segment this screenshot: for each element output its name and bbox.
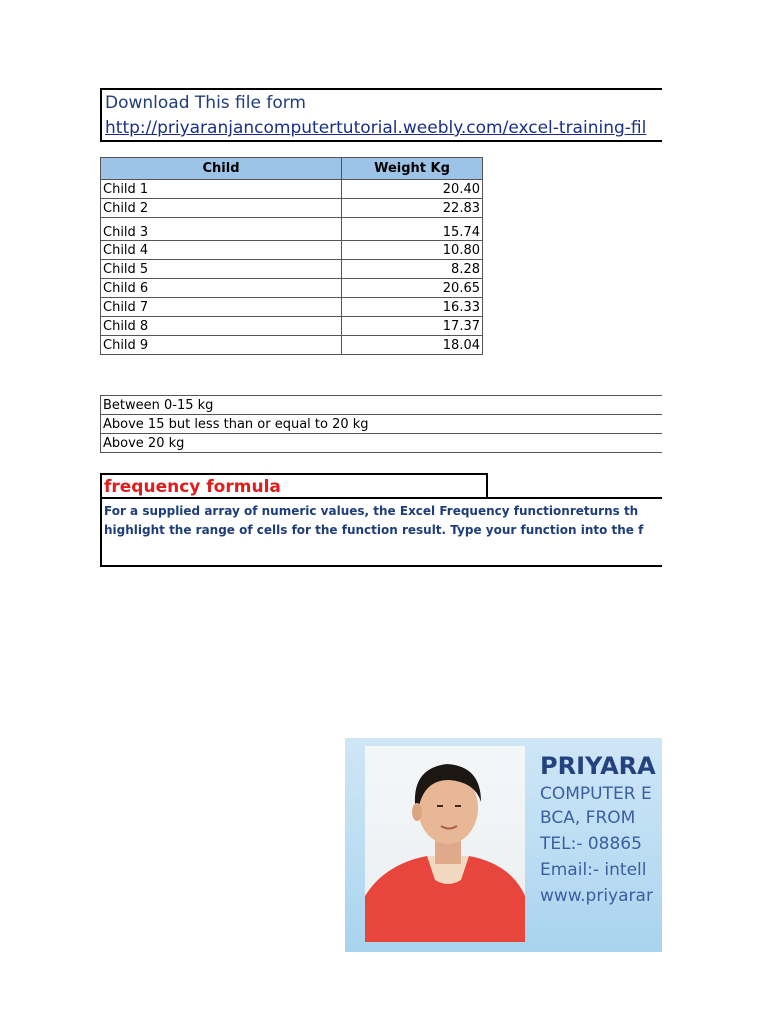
range-cell[interactable]: Above 20 kg bbox=[101, 434, 663, 453]
card-line-1: COMPUTER E bbox=[540, 784, 652, 804]
cell-weight[interactable]: 22.83 bbox=[342, 199, 483, 218]
table-row bbox=[101, 260, 483, 279]
card-name: PRIYARA bbox=[540, 752, 656, 780]
frequency-line-2: highlight the range of cells for the function result. Type your function into the f bbox=[104, 523, 644, 537]
range-cell[interactable]: Between 0-15 kg bbox=[101, 396, 663, 415]
range-table bbox=[100, 395, 662, 453]
cell-child[interactable]: Child 4 bbox=[101, 241, 342, 260]
range-row bbox=[101, 434, 663, 453]
frequency-description-box bbox=[100, 497, 662, 567]
card-line-5: www.priyarar bbox=[540, 886, 653, 906]
person-illustration-icon bbox=[365, 746, 525, 942]
table-row bbox=[101, 336, 483, 355]
cell-weight[interactable]: 17.37 bbox=[342, 317, 483, 336]
table-row bbox=[101, 298, 483, 317]
header-weight[interactable]: Weight Kg bbox=[342, 158, 483, 180]
cell-child[interactable]: Child 3 bbox=[101, 218, 342, 241]
business-card-image bbox=[345, 738, 662, 952]
cell-child[interactable]: Child 9 bbox=[101, 336, 342, 355]
table-row bbox=[101, 279, 483, 298]
weight-table bbox=[100, 157, 483, 355]
range-cell[interactable]: Above 15 but less than or equal to 20 kg bbox=[101, 415, 663, 434]
frequency-description bbox=[104, 502, 643, 540]
cell-weight[interactable]: 20.40 bbox=[342, 180, 483, 199]
cell-weight[interactable]: 8.28 bbox=[342, 260, 483, 279]
cell-weight[interactable]: 18.04 bbox=[342, 336, 483, 355]
table-header-row bbox=[101, 158, 483, 180]
table-row bbox=[101, 180, 483, 199]
cell-child[interactable]: Child 7 bbox=[101, 298, 342, 317]
frequency-title-box bbox=[100, 473, 488, 499]
range-row bbox=[101, 396, 663, 415]
card-line-2: BCA, FROM bbox=[540, 808, 636, 828]
table-row bbox=[101, 218, 483, 241]
cell-child[interactable]: Child 1 bbox=[101, 180, 342, 199]
cell-weight[interactable]: 10.80 bbox=[342, 241, 483, 260]
table-row bbox=[101, 199, 483, 218]
header-child[interactable]: Child bbox=[101, 158, 342, 180]
card-line-4: Email:- intell bbox=[540, 860, 647, 880]
card-line-3: TEL:- 08865 bbox=[540, 834, 642, 854]
cell-child[interactable]: Child 2 bbox=[101, 199, 342, 218]
download-link[interactable]: http://priyaranjancomputertutorial.weebly.com/excel-training-fil bbox=[105, 118, 647, 138]
cell-child[interactable]: Child 6 bbox=[101, 279, 342, 298]
download-title: Download This file form bbox=[105, 93, 306, 113]
cell-weight[interactable]: 20.65 bbox=[342, 279, 483, 298]
table-row bbox=[101, 241, 483, 260]
cell-weight[interactable]: 15.74 bbox=[342, 218, 483, 241]
cell-child[interactable]: Child 8 bbox=[101, 317, 342, 336]
frequency-line-1: For a supplied array of numeric values, the Excel Frequency functionreturns th bbox=[104, 504, 639, 518]
person-photo bbox=[365, 746, 525, 942]
cell-child[interactable]: Child 5 bbox=[101, 260, 342, 279]
frequency-title: frequency formula bbox=[104, 477, 281, 497]
download-box bbox=[100, 88, 662, 142]
table-row bbox=[101, 317, 483, 336]
range-row bbox=[101, 415, 663, 434]
cell-weight[interactable]: 16.33 bbox=[342, 298, 483, 317]
